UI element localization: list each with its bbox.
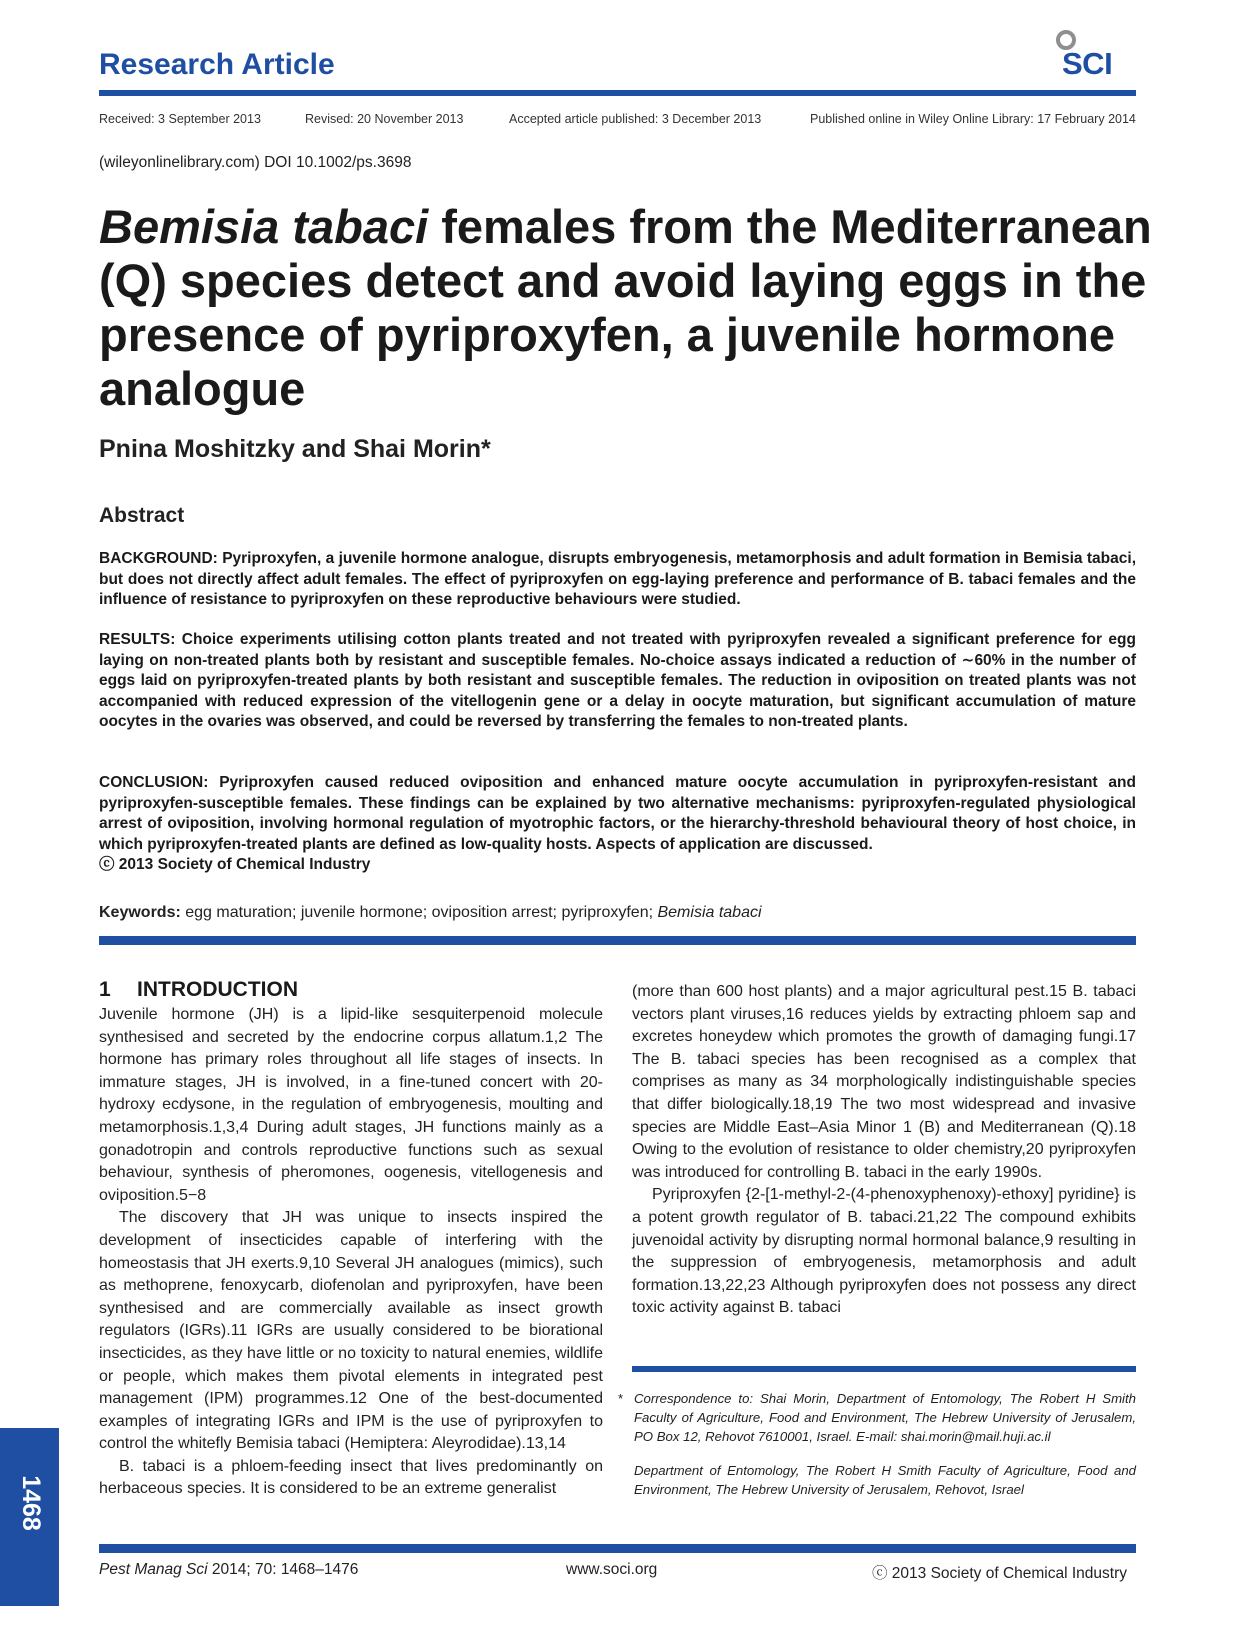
abstract-results: RESULTS: Choice experiments utilising cotton plants treated and not treated with pyriproxyfen revealed a significant preference for egg laying on non-treated plants both by resistant and susceptible females. No-choice assays indicated a reduction of ∼60% in the number of eggs laid on pyriproxyfen-treated plants by both resistant and susceptible females. The reduction in oviposition on treated plants was not accompanied with reduced expression of the vitellogenin gene or a delay in oocyte maturation, but significant accumulation of mature oocytes in the ovaries was observed, and could be reversed by transferring the females to non-treated plants. [99, 631, 1136, 730]
correspondence-affiliation: Department of Entomology, The Robert H Smith Faculty of Agriculture, Food and Environment, The Hebrew University of Jerusalem, Rehovot, Israel [634, 1463, 1136, 1497]
left-paragraph-3: B. tabaci is a phloem-feeding insect that lives predominantly on herbaceous species. It is considered to be an extreme generalist [99, 1457, 603, 1498]
received-date: Received: 3 September 2013 [99, 112, 261, 126]
left-paragraph-2: The discovery that JH was unique to insects inspired the development of insecticides capable of interfering with the homeostasis that JH exerts.9,10 Several JH analogues (mimics), such as methoprene, fenoxycarb, diofenolan and pyriproxyfen, have been synthesised and are commercially available as insect growth regulators (IGRs).11 IGRs are usually considered to be biorational insecticides, as they have little or no toxicity to natural enemies, wildlife or people, which makes them pivotal elements in integrated pest management (IPM) programmes.12 One of the best-documented examples of integrating IGRs and IPM is the use of pyriproxyfen to control the whitefly Bemisia tabaci (Hemiptera: Aleyrodidae).13,14 [99, 1209, 603, 1453]
abstract-rule [99, 936, 1136, 945]
abstract-background: BACKGROUND: Pyriproxyfen, a juvenile hormone analogue, disrupts embryogenesis, metamorphosis and adult formation in Bemisia tabaci, but does not directly affect adult females. The effect of pyriproxyfen on egg-laying preference and performance of B. tabaci females and the influence of resistance to pyriproxyfen on these reproductive behaviours were studied. [99, 550, 1136, 608]
header-rule [99, 90, 1136, 96]
revised-date: Revised: 20 November 2013 [305, 112, 464, 126]
left-paragraph-1: Juvenile hormone (JH) is a lipid-like sesquiterpenoid molecule synthesised and secreted by the endocrine corpus allatum.1,2 The hormone has primary roles throughout all life stages of insects. In immature stages, JH is involved, in a fine-tuned concert with 20-hydroxy ecdysone, in the regulation of embryogenesis, moulting and metamorphosis.1,3,4 During adult stages, JH functions mainly as a gonadotropin and controls reproductive functions such as sexual behaviour, synthesis of pheromones, oogenesis, vitellogenesis and oviposition.5−8 [99, 1006, 603, 1204]
keywords-italic: Bemisia tabaci [657, 904, 762, 921]
section-label: Research Article [99, 48, 335, 81]
sci-logo [1052, 28, 1136, 84]
abstract-heading: Abstract [99, 504, 185, 527]
published-date: Published online in Wiley Online Library: 17 February 2014 [810, 112, 1136, 126]
keywords-text: egg maturation; juvenile hormone; oviposition arrest; pyriproxyfen; [180, 904, 658, 921]
page-number-tab [0, 1428, 59, 1606]
authors: Pnina Moshitzky and Shai Morin* [99, 435, 491, 463]
abstract-conclusion [99, 773, 1136, 876]
right-paragraph-1: (more than 600 host plants) and a major agricultural pest.15 B. tabaci vectors plant viruses,16 reduces yields by extracting phloem sap and excretes honeydew which promotes the growth of damaging fungi.17 The B. tabaci species has been recognised as a complex that comprises as many as 34 morphologically indistinguishable species that differ biologically.18,19 The two most widespread and invasive species are Middle East–Asia Minor 1 (B) and Mediterranean (Q).18 Owing to the evolution of resistance to older chemistry,20 pyriproxyfen was introduced for controlling B. tabaci in the early 1990s. [632, 983, 1136, 1181]
correspondence [618, 1389, 1136, 1499]
left-column [99, 1004, 603, 1501]
doi: (wileyonlinelibrary.com) DOI 10.1002/ps.3698 [99, 154, 412, 171]
footer-copyright: ⓒ 2013 Society of Chemical Industry [872, 1565, 1128, 1582]
footer-citation [99, 1561, 358, 1579]
keywords [99, 904, 762, 922]
title-text: females from the Mediterranean (Q) species detect and avoid laying eggs in the presence of pyriproxyfen, a juvenile hormone analogue [99, 200, 1152, 415]
footer-journal: Pest Manag Sci [99, 1561, 208, 1578]
section-title: INTRODUCTION [137, 978, 298, 1001]
section-heading [99, 978, 298, 1002]
correspondence-rule [632, 1366, 1136, 1372]
keywords-label: Keywords: [99, 904, 181, 921]
section-number: 1 [99, 978, 111, 1001]
footer-rule [99, 1544, 1136, 1553]
correspondence-text: Correspondence to: Shai Morin, Department of Entomology, The Robert H Smith Faculty of Agriculture, Food and Environment, The Hebrew University of Jerusalem, PO Box 12, Rehovot 7610001, Israel. E-mail: shai.morin@mail.huji.ac.il [634, 1391, 1136, 1444]
correspondence-star: * [618, 1391, 624, 1406]
accepted-date: Accepted article published: 3 December 2013 [509, 112, 762, 126]
title-species: Bemisia tabaci [99, 200, 429, 253]
right-column [632, 981, 1136, 1320]
abstract-copyright: ⓒ 2013 Society of Chemical Industry [99, 856, 371, 873]
footer-website: www.soci.org [566, 1561, 658, 1578]
footer-volume: 2014; 70: 1468–1476 [207, 1561, 359, 1578]
article-title [99, 200, 1159, 416]
right-paragraph-2: Pyriproxyfen {2-[1-methyl-2-(4-phenoxyphenoxy)-ethoxy] pyridine} is a potent growth regulator of B. tabaci.21,22 The compound exhibits juvenoidal activity by disrupting normal hormonal balance,9 resulting in the suppression of embryogenesis, metamorphosis and adult formation.13,22,23 Although pyriproxyfen does not possess any direct toxic activity against B. tabaci [632, 1186, 1136, 1317]
conclusion-text: CONCLUSION: Pyriproxyfen caused reduced oviposition and enhanced mature oocyte accumulation in pyriproxyfen-resistant and pyriproxyfen-susceptible females. These findings can be explained by two alternative mechanisms: pyriproxyfen-regulated physiological arrest of oviposition, involving hormonal regulation of myotrophic factors, or the hierarchy-threshold behavioural theory of host choice, in which pyriproxyfen-treated plants are defined as low-quality hosts. Aspects of application are discussed. [99, 774, 1136, 853]
page-number: 1468 [17, 1475, 45, 1531]
logo-text: SCI [1062, 46, 1113, 81]
